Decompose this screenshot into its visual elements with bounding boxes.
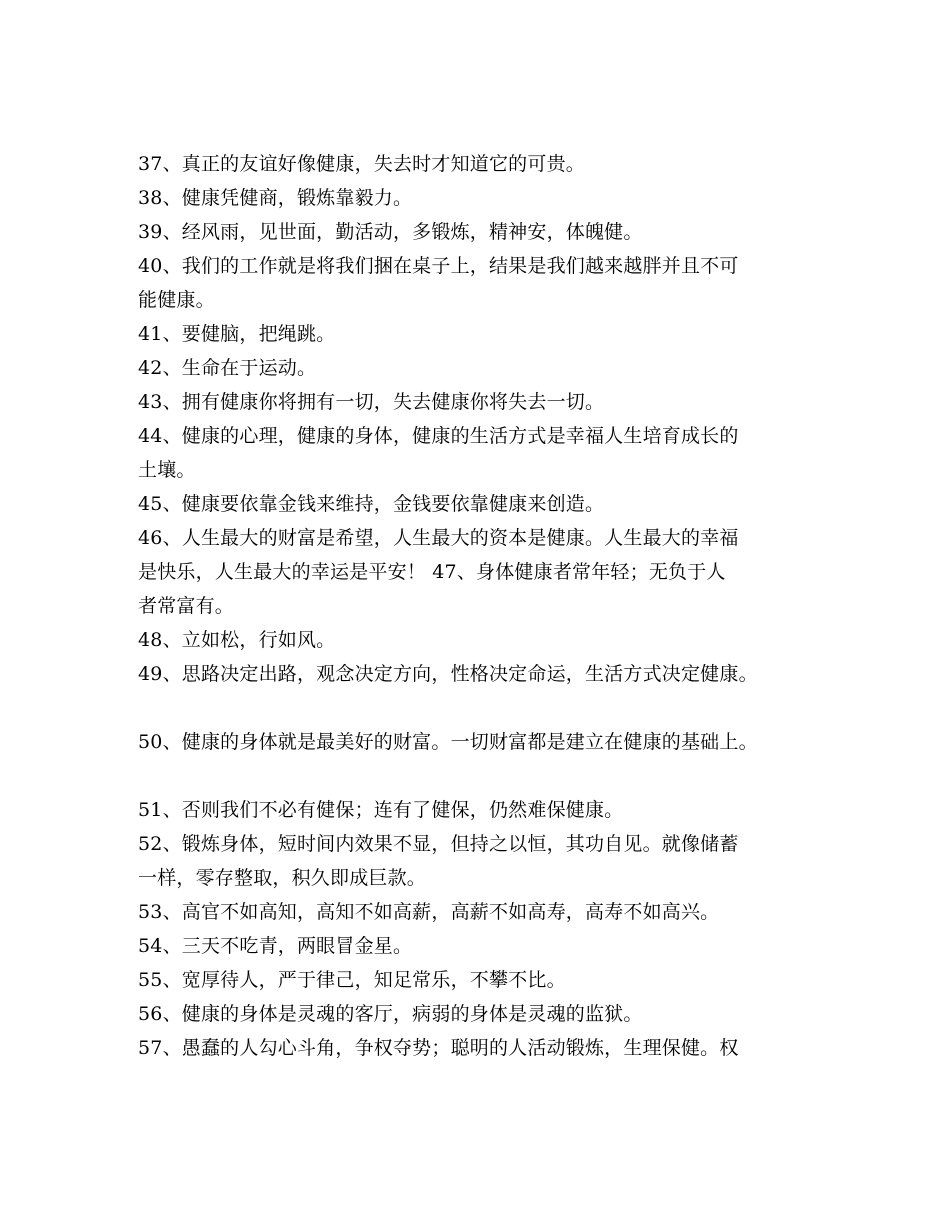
text-line: 38、健康凭健商，锻炼靠毅力。 bbox=[138, 187, 413, 209]
text-line: 57、愚蠢的人勾心斗角，争权夺势；聪明的人活动锻炼，生理保健。权 bbox=[138, 1037, 739, 1059]
text-line: 52、锻炼身体，短时间内效果不显，但持之以恒，其功自见。就像储蓄 bbox=[138, 833, 739, 855]
text-line: 55、宽厚待人，严于律己，知足常乐，不攀不比。 bbox=[138, 969, 566, 991]
text-line: 一样，零存整取，积久即成巨款。 bbox=[138, 867, 427, 889]
text-line: 45、健康要依靠金钱来维持，金钱要依靠健康来创造。 bbox=[138, 493, 605, 515]
text-line: 42、生命在于运动。 bbox=[138, 357, 317, 379]
text-line: 48、立如松，行如风。 bbox=[138, 629, 336, 651]
text-line: 43、拥有健康你将拥有一切，失去健康你将失去一切。 bbox=[138, 391, 605, 413]
text-line: 土壤。 bbox=[138, 459, 196, 481]
text-line: 53、高官不如高知，高知不如高薪，高薪不如高寿，高寿不如高兴。 bbox=[138, 901, 720, 923]
text-line: 56、健康的身体是灵魂的客厅，病弱的身体是灵魂的监狱。 bbox=[138, 1003, 643, 1025]
document-body bbox=[138, 147, 828, 1065]
text-line: 39、经风雨，见世面，勤活动，多锻炼，精神安，体魄健。 bbox=[138, 221, 643, 243]
blank-line bbox=[138, 691, 828, 725]
text-line: 46、人生最大的财富是希望，人生最大的资本是健康。人生最大的幸福 bbox=[138, 527, 739, 549]
text-line: 51、否则我们不必有健保；连有了健保，仍然难保健康。 bbox=[138, 799, 624, 821]
text-line: 37、真正的友谊好像健康，失去时才知道它的可贵。 bbox=[138, 153, 585, 175]
text-line: 41、要健脑，把绳跳。 bbox=[138, 323, 336, 345]
text-line: 能健康。 bbox=[138, 289, 215, 311]
text-line: 54、三天不吃青，两眼冒金星。 bbox=[138, 935, 413, 957]
text-line: 44、健康的心理，健康的身体，健康的生活方式是幸福人生培育成长的 bbox=[138, 425, 739, 447]
blank-line bbox=[138, 759, 828, 793]
text-line: 是快乐，人生最大的幸运是平安！ 47、身体健康者常年轻；无负于人 bbox=[138, 561, 726, 583]
text-line: 50、健康的身体就是最美好的财富。一切财富都是建立在健康的基础上。 bbox=[138, 731, 758, 753]
text-line: 者常富有。 bbox=[138, 595, 235, 617]
text-line: 49、思路决定出路，观念决定方向，性格决定命运，生活方式决定健康。 bbox=[138, 663, 758, 685]
text-line: 40、我们的工作就是将我们捆在桌子上，结果是我们越来越胖并且不可 bbox=[138, 255, 739, 277]
